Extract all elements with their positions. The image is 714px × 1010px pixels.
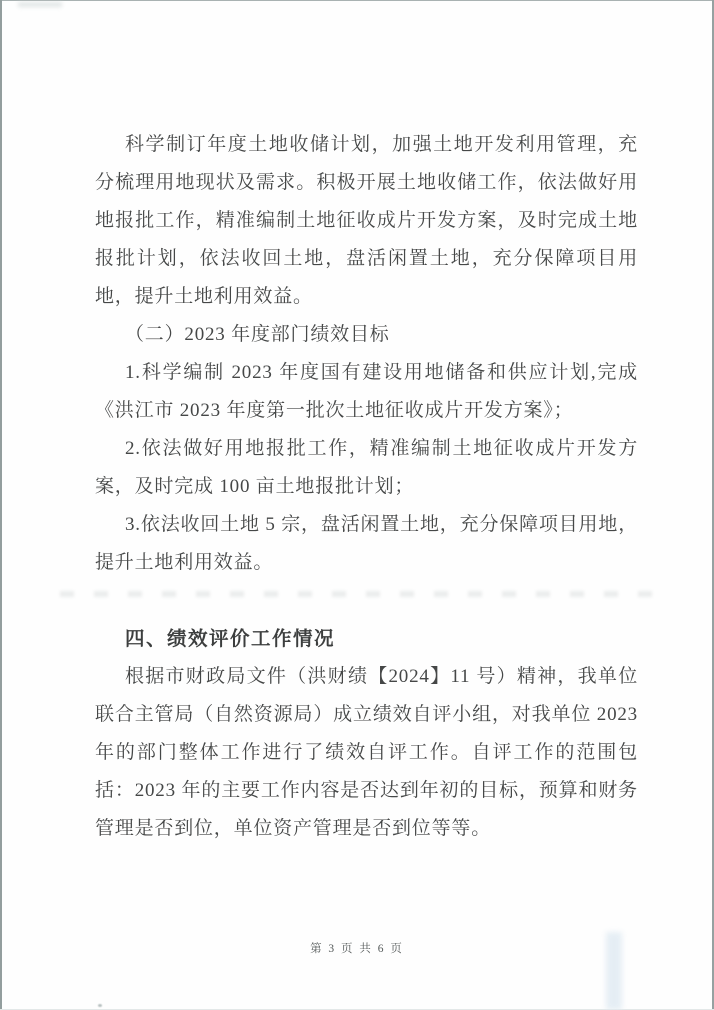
scan-dot-bottom-left [98, 1004, 102, 1007]
subheading-2023-performance-goals: （二）2023 年度部门绩效目标 [125, 324, 390, 345]
section-heading-performance-evaluation: 四、绩效评价工作情况 [125, 628, 336, 650]
scan-smudge-top-left [18, 2, 62, 7]
goal-item-3: 3.依法收回土地 5 宗，盘活闲置土地，充分保障项目用地，提升土地利用效益。 [95, 514, 638, 573]
goal-item-1: 1.科学编制 2023 年度国有建设用地储备和供应计划,完成《洪江市 2023 年度第一批次土地征收成片开发方案》； [95, 362, 638, 421]
paragraph-land-reserve: 科学制订年度土地收储计划，加强土地开发利用管理，充分梳理用地现状及需求。积极开展土地收储工作，依法做好用地报批工作，精准编制土地征收成片开发方案，及时完成土地报批计划，依法收回土地，盘活闲置土地，充分保障项目用地，提升土地利用效益。 [95, 134, 638, 307]
page-number-footer: 第 3 页 共 6 页 [310, 943, 404, 955]
page-edge-left [0, 0, 2, 1010]
paragraph-evaluation-work: 根据市财政局文件（洪财绩【2024】11 号）精神，我单位联合主管局（自然资源局）成立绩效自评小组，对我单位 2023 年的部门整体工作进行了绩效自评工作。自评工作的范围包括：2023 年的主要工作内容是否达到年初的目标，预算和财务管理是否到位，单位资产管理是否到位等等。 [95, 666, 638, 839]
page-edge-top [0, 0, 714, 1]
goal-item-2: 2.依法做好用地报批工作，精准编制土地征收成片开发方案，及时完成 100 亩土地报批计划； [95, 438, 638, 497]
document-body [95, 126, 638, 848]
